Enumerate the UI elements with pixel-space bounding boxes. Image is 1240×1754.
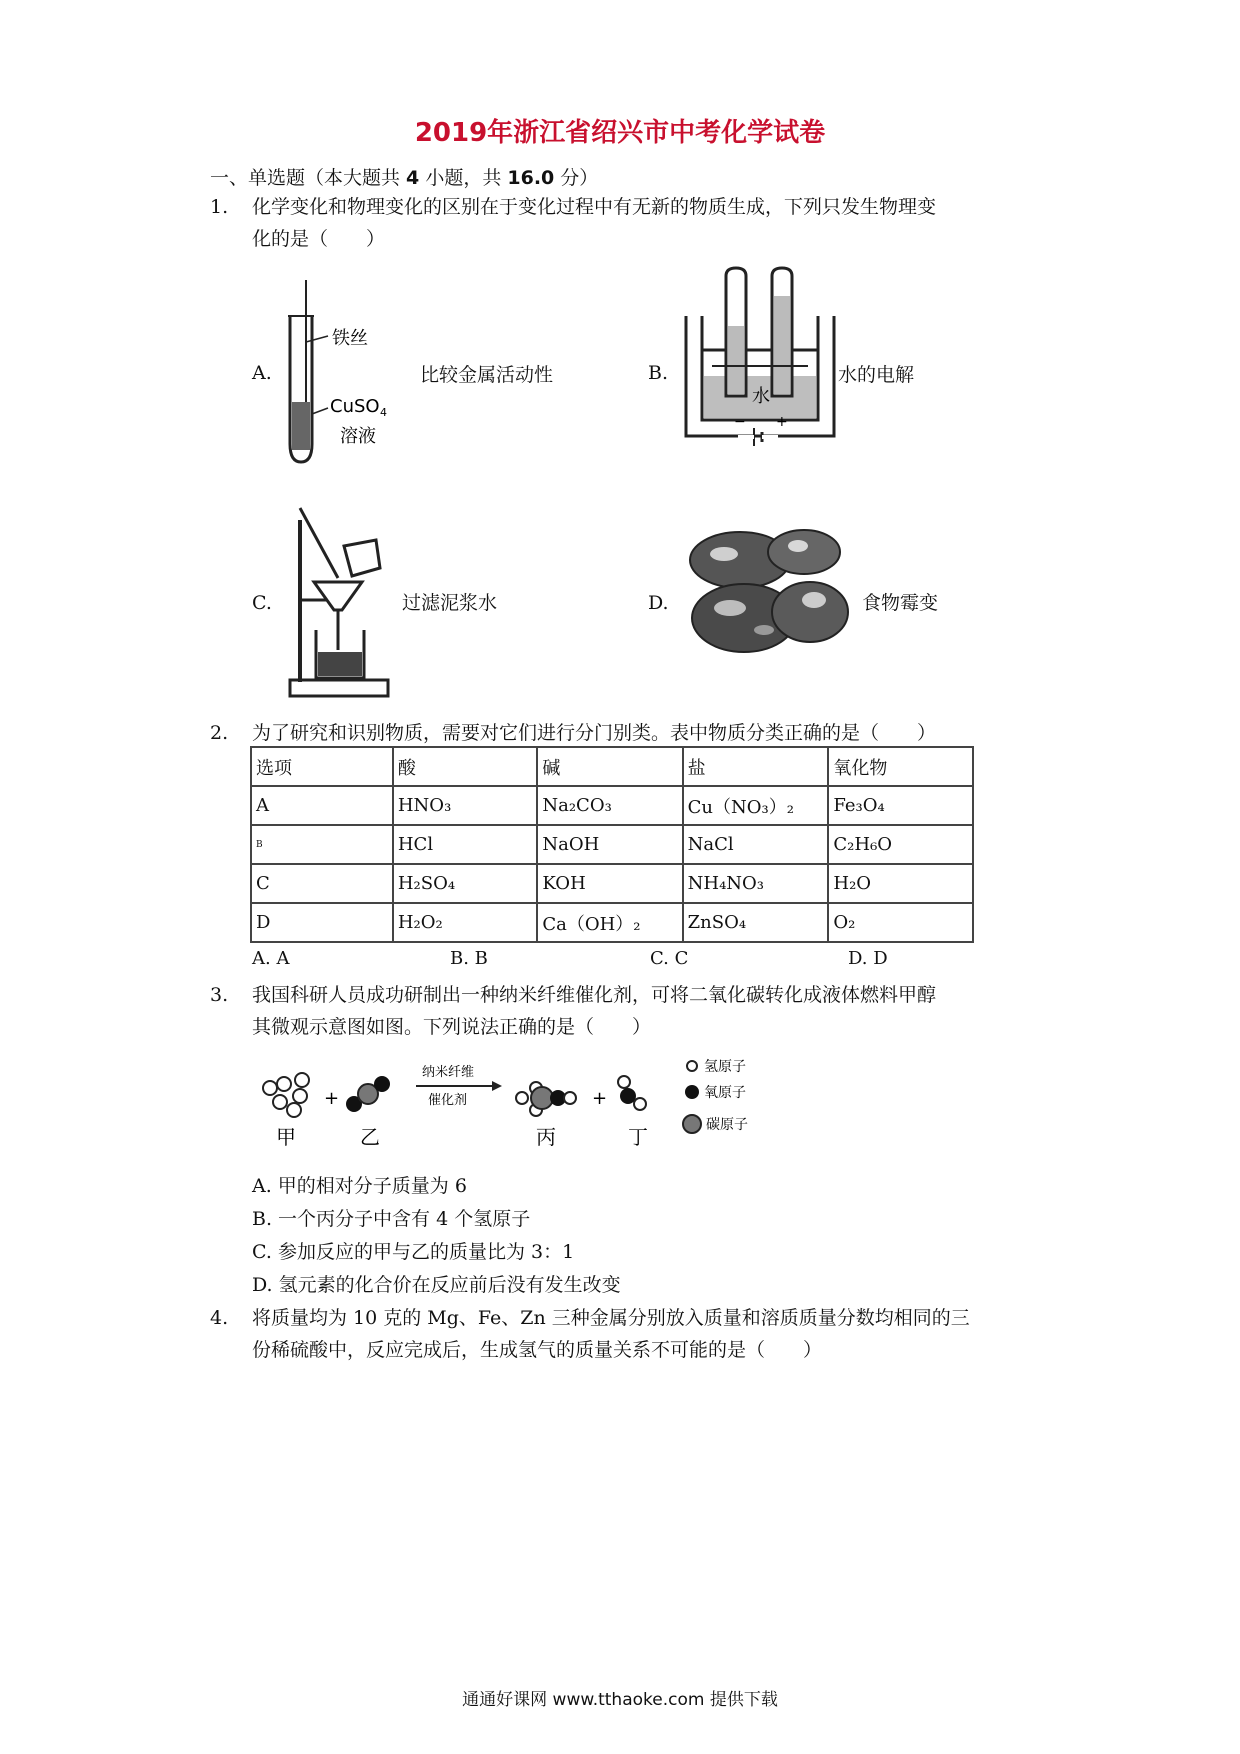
molecule-jia xyxy=(263,1073,309,1117)
section-suffix: 分） xyxy=(554,167,599,189)
q1-option-c-label: C. xyxy=(252,592,272,614)
section-prefix: 一、单选题（本大题共 xyxy=(210,167,407,189)
q1-number: 1. xyxy=(210,196,229,218)
q3-choice-a: A. 甲的相对分子质量为 6 xyxy=(252,1175,467,1197)
q4-text-line2: 份稀硫酸中，反应完成后，生成氢气的质量关系不可能的是（ ） xyxy=(252,1339,823,1361)
molecule-yi xyxy=(346,1076,390,1112)
legend-carbon-icon xyxy=(683,1115,701,1133)
q4-text-line1: 将质量均为 10 克的 Mg、Fe、Zn 三种金属分别放入质量和溶质质量分数均相同的三 xyxy=(252,1307,970,1329)
table-cell: Ca（OH）₂ xyxy=(537,903,682,942)
q1-figure-test-tube xyxy=(280,272,420,468)
q3-choice-d: D. 氢元素的化合价在反应前后没有发生改变 xyxy=(252,1274,621,1296)
label-cuso4-subscript: 4 xyxy=(380,406,387,419)
table-header-cell: 氧化物 xyxy=(828,747,973,786)
table-cell: ZnSO₄ xyxy=(683,903,829,942)
q1-option-b-caption: 水的电解 xyxy=(838,364,915,386)
legend-hydrogen: 氢原子 xyxy=(704,1059,746,1075)
table-row xyxy=(251,786,973,825)
legend-oxygen: 氧原子 xyxy=(704,1085,746,1101)
catalyst-top-label: 纳米纤维 xyxy=(422,1065,475,1080)
footer-download-note: 通通好课网 www.tthaoke.com 提供下载 xyxy=(462,1690,778,1710)
q1-option-c-caption: 过滤泥浆水 xyxy=(402,592,498,614)
table-header-cell: 酸 xyxy=(393,747,537,786)
table-row xyxy=(251,864,973,903)
label-jia: 甲 xyxy=(276,1125,296,1149)
q1-option-d-caption: 食物霉变 xyxy=(862,592,939,614)
q2-classification-table xyxy=(250,746,974,943)
table-header-row xyxy=(251,747,973,786)
q1-figure-filtration xyxy=(286,500,392,700)
table-cell: C xyxy=(251,864,393,903)
q1-option-a-label: A. xyxy=(252,362,272,384)
q3-choice-c: C. 参加反应的甲与乙的质量比为 3：1 xyxy=(252,1241,575,1263)
table-cell: D xyxy=(251,903,393,942)
table-cell: Na₂CO₃ xyxy=(537,786,682,825)
table-row xyxy=(251,825,973,864)
table-header-cell: 碱 xyxy=(537,747,682,786)
table-cell: HCl xyxy=(393,825,537,864)
table-cell: NaCl xyxy=(683,825,829,864)
q2-option-d: D. D xyxy=(848,948,888,969)
section-count: 4 xyxy=(406,167,420,189)
section-score: 16.0 xyxy=(507,167,555,189)
label-water: 水 xyxy=(752,386,770,407)
table-cell: NaOH xyxy=(537,825,682,864)
q3-reaction-diagram xyxy=(256,1052,776,1156)
q3-text-line1: 我国科研人员成功研制出一种纳米纤维催化剂，可将二氧化碳转化成液体燃料甲醇 xyxy=(252,984,937,1006)
q1-text-line1: 化学变化和物理变化的区别在于变化过程中有无新的物质生成，下列只发生物理变 xyxy=(252,196,937,218)
molecule-bing xyxy=(516,1082,576,1116)
legend-hydrogen-icon xyxy=(687,1061,697,1071)
q2-text: 为了研究和识别物质，需要对它们进行分门别类。表中物质分类正确的是（ ） xyxy=(252,722,937,744)
molecule-ding xyxy=(618,1076,646,1110)
table-cell: C₂H₆O xyxy=(828,825,973,864)
table-cell: Cu（NO₃）₂ xyxy=(683,786,829,825)
q3-text-line2: 其微观示意图如图。下列说法正确的是（ ） xyxy=(252,1016,652,1038)
q2-option-a: A. A xyxy=(252,948,290,969)
q1-figure-moldy-food xyxy=(684,526,854,658)
label-yi: 乙 xyxy=(360,1125,380,1149)
label-solution: 溶液 xyxy=(340,426,376,447)
table-header-cell: 选项 xyxy=(251,747,393,786)
q3-choice-b: B. 一个丙分子中含有 4 个氢原子 xyxy=(252,1208,531,1230)
section-heading xyxy=(210,163,598,190)
q1-option-b-label: B. xyxy=(648,362,669,384)
q1-text-line2: 化的是（ ） xyxy=(252,228,386,250)
q3-number: 3. xyxy=(210,984,229,1006)
plus-sign-1: + xyxy=(324,1088,340,1109)
label-cuso4: CuSO xyxy=(330,396,380,417)
minus-sign: − xyxy=(734,414,746,430)
plus-sign-2: + xyxy=(592,1088,608,1109)
table-cell: H₂O₂ xyxy=(393,903,537,942)
section-mid: 小题，共 xyxy=(419,167,508,189)
legend-oxygen-icon xyxy=(685,1085,699,1099)
label-bing: 丙 xyxy=(536,1125,556,1149)
table-row xyxy=(251,903,973,942)
label-ding: 丁 xyxy=(628,1125,648,1149)
q2-number: 2. xyxy=(210,722,229,744)
page-title: 2019年浙江省绍兴市中考化学试卷 xyxy=(414,118,826,148)
table-cell: Fe₃O₄ xyxy=(828,786,973,825)
table-cell: O₂ xyxy=(828,903,973,942)
table-cell: HNO₃ xyxy=(393,786,537,825)
label-iron-wire: 铁丝 xyxy=(332,328,368,349)
q2-option-c: C. C xyxy=(650,948,689,969)
reaction-arrow xyxy=(492,1081,502,1091)
legend-carbon: 碳原子 xyxy=(706,1117,748,1133)
plus-sign: + xyxy=(776,414,788,430)
q1-figure-electrolysis xyxy=(682,266,838,462)
table-cell: B xyxy=(251,825,393,864)
table-header-cell: 盐 xyxy=(683,747,829,786)
q1-option-a-caption: 比较金属活动性 xyxy=(420,364,554,386)
q2-option-b: B. B xyxy=(450,948,488,969)
table-cell: H₂O xyxy=(828,864,973,903)
table-cell: NH₄NO₃ xyxy=(683,864,829,903)
table-cell: KOH xyxy=(537,864,682,903)
q1-option-d-label: D. xyxy=(648,592,669,614)
table-cell: H₂SO₄ xyxy=(393,864,537,903)
catalyst-bottom-label: 催化剂 xyxy=(428,1093,468,1108)
table-cell: A xyxy=(251,786,393,825)
q4-number: 4. xyxy=(210,1307,229,1329)
